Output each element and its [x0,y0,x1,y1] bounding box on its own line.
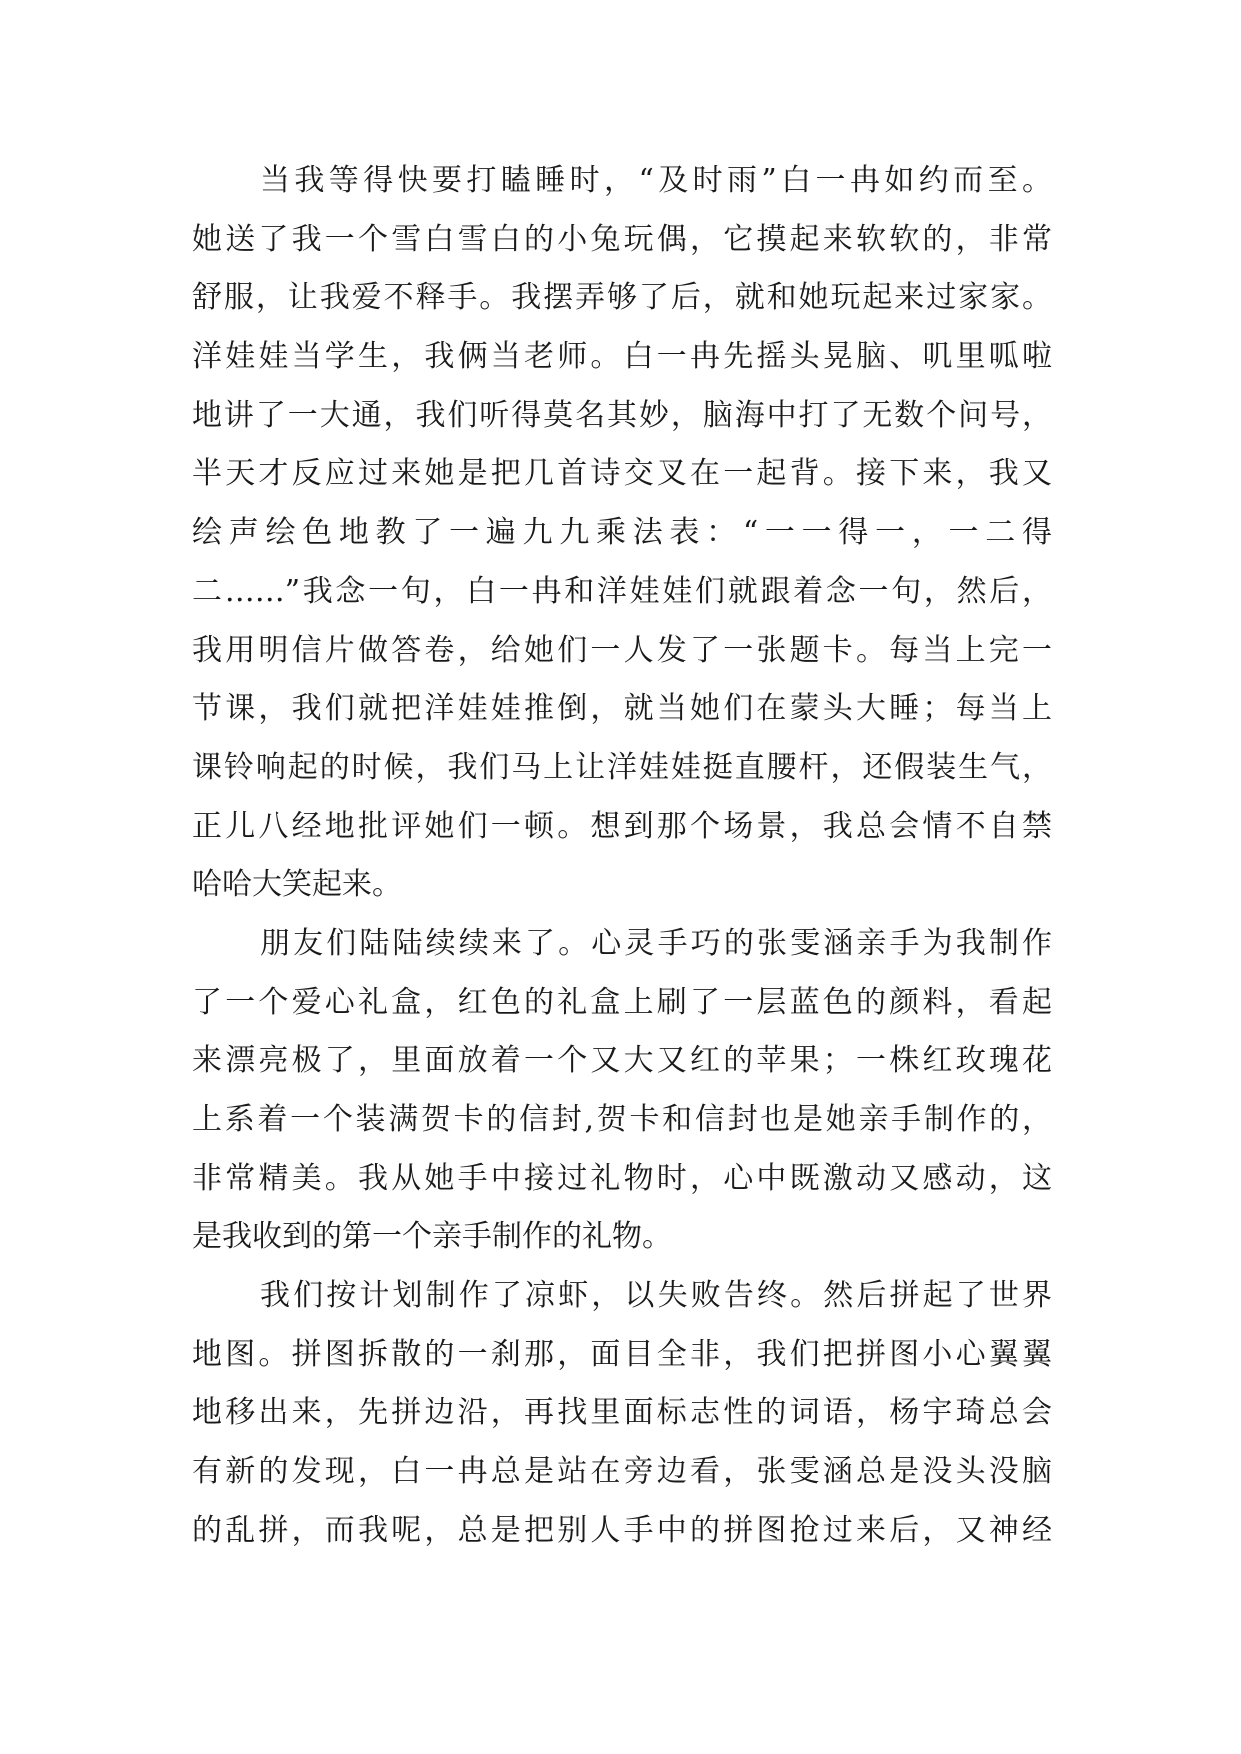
text-line: 半天才反应过来她是把几首诗交叉在一起背。接下来，我又 [192,456,1052,492]
text-line: 二……”我念一句，白一冉和洋娃娃们就跟着念一句，然后， [192,573,1052,609]
text-line: 我用明信片做答卷，给她们一人发了一张题卡。每当上完一 [192,632,1052,668]
text-line: 上系着一个装满贺卡的信封,贺卡和信封也是她亲手制作的， [192,1102,1052,1137]
paragraph-1 [192,161,1052,924]
text-line: 洋娃娃当学生，我俩当老师。白一冉先摇头晃脑、叽里呱啦 [192,339,1052,375]
text-line: 绘声绘色地教了一遍九九乘法表：“一一得一，一二得 [192,515,1052,551]
text-line: 正儿八经地批评她们一顿。想到那个场景，我总会情不自禁 [192,808,1052,844]
text-line: 有新的发现，白一冉总是站在旁边看，张雯涵总是没头没脑 [192,1454,1052,1490]
text-line: 地讲了一大通，我们听得莫名其妙，脑海中打了无数个问号， [192,397,1052,433]
text-line: 地图。拼图拆散的一刹那，面目全非，我们把拼图小心翼翼 [192,1336,1052,1372]
paragraph-3 [192,1276,1052,1569]
paragraph-2 [192,924,1052,1276]
text-line: 地移出来，先拼边沿，再找里面标志性的词语，杨宇琦总会 [192,1395,1052,1431]
text-line: 我们按计划制作了凉虾，以失败告终。然后拼起了世界 [260,1278,1052,1314]
text-line: 她送了我一个雪白雪白的小兔玩偶，它摸起来软软的，非常 [192,221,1052,257]
text-line: 朋友们陆陆续续来了。心灵手巧的张雯涵亲手为我制作 [260,925,1052,961]
text-line: 非常精美。我从她手中接过礼物时，心中既激动又感动，这 [192,1160,1052,1196]
text-line: 的乱拼，而我呢，总是把别人手中的拼图抢过来后，又神经 [192,1512,1052,1548]
text-line: 课铃响起的时候，我们马上让洋娃娃挺直腰杆，还假装生气， [192,749,1052,785]
text-line: 节课，我们就把洋娃娃推倒，就当她们在蒙头大睡；每当上 [192,691,1052,727]
text-line: 哈哈大笑起来。 [192,867,402,903]
text-line: 是我收到的第一个亲手制作的礼物。 [192,1219,672,1255]
text-line: 了一个爱心礼盒，红色的礼盒上刷了一层蓝色的颜料，看起 [192,984,1052,1020]
text-line: 当我等得快要打瞌睡时，“及时雨”白一冉如约而至。 [260,163,1052,198]
text-line: 舒服，让我爱不释手。我摆弄够了后，就和她玩起来过家家。 [192,280,1052,316]
document-body [192,161,1052,1570]
text-line: 来漂亮极了，里面放着一个又大又红的苹果；一株红玫瑰花 [192,1043,1052,1079]
